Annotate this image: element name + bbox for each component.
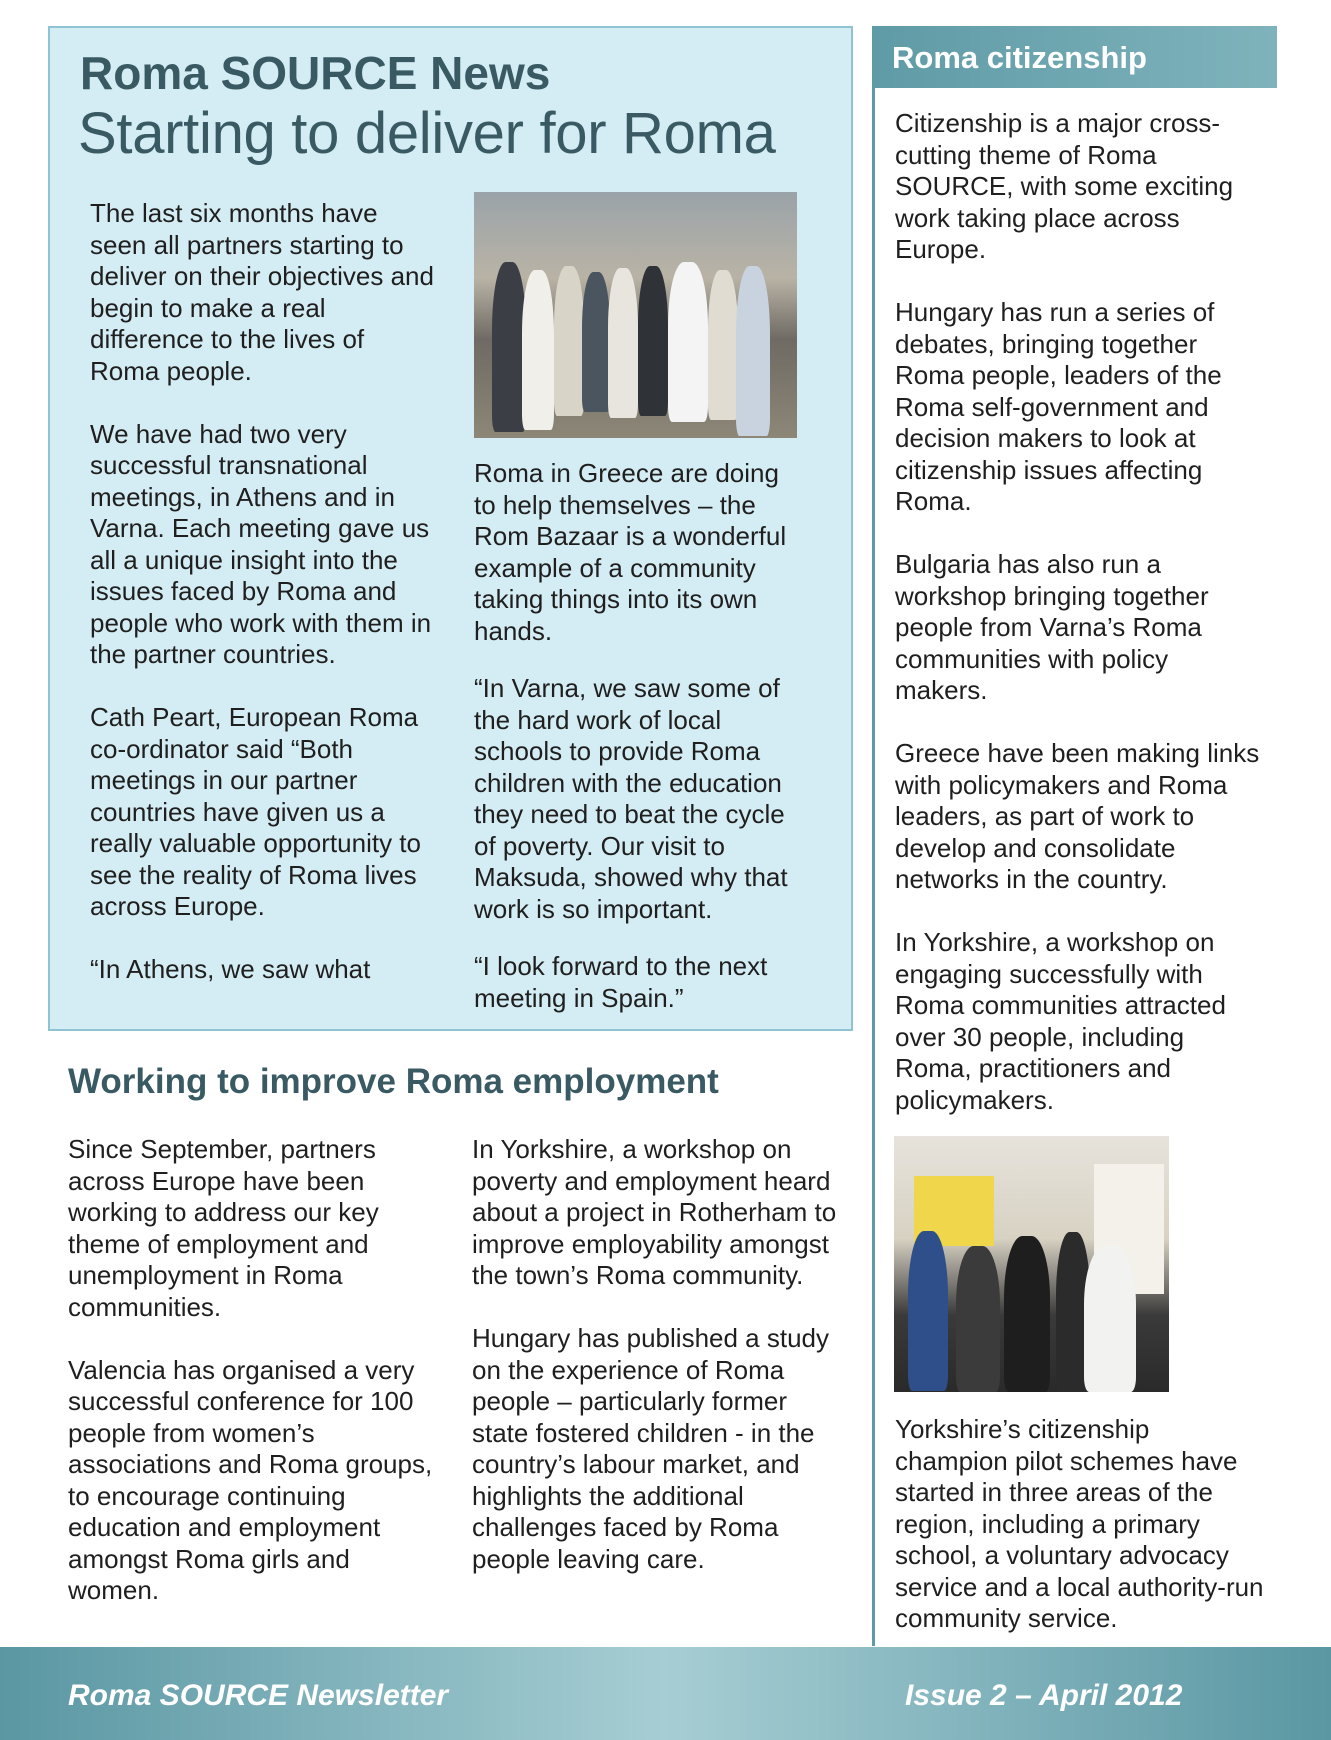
employment-paragraph: In Yorkshire, a workshop on poverty and employment heard about a project in Rotherham to improve employability amongst the town’s Roma community.: [472, 1134, 837, 1290]
sidebar-paragraph: Citizenship is a major cross-cutting theme of Roma SOURCE, with some exciting work taking place across Europe.: [895, 108, 1234, 264]
news-subtitle: Starting to deliver for Roma: [78, 101, 776, 166]
employment-paragraph: Valencia has organised a very successful conference for 100 people from women’s associations and Roma groups, to encourage continuing education and employment amongst Roma girls and women.: [68, 1354, 433, 1605]
news-paragraph: “In Athens, we saw what: [90, 954, 371, 984]
sidebar-heading: Roma citizenship: [874, 26, 1277, 88]
issue-date: Issue 2 – April 2012: [905, 1679, 1183, 1712]
news-left-column: [90, 198, 440, 1017]
sidebar-divider: [872, 26, 875, 1646]
news-paragraph: Roma in Greece are doing to help themselves – the Rom Bazaar is a wonderful example of a community taking things into its own hands.: [474, 458, 787, 646]
employment-left-column: [68, 1134, 448, 1638]
employment-heading: Working to improve Roma employment: [68, 1062, 719, 1101]
news-box: [48, 26, 853, 1031]
sidebar-paragraph: Bulgaria has also run a workshop bringing together people from Varna’s Roma communities with policy makers.: [895, 549, 1209, 705]
news-paragraph: The last six months have seen all partners starting to deliver on their objectives and begin to make a real difference to the lives of Roma people.: [90, 198, 434, 386]
employment-paragraph: Hungary has published a study on the experience of Roma people – particularly former state fostered children - in the country’s labour market, and highlights the additional challenges faced by Roma people leaving care.: [472, 1323, 830, 1574]
sidebar-paragraph: Hungary has run a series of debates, bringing together Roma people, leaders of the Roma self-government and decision makers to look at citizenship issues affecting Roma.: [895, 297, 1222, 516]
employment-paragraph: Since September, partners across Europe have been working to address our key theme of employment and unemployment in Roma communities.: [68, 1134, 379, 1322]
news-paragraph: Cath Peart, European Roma co-ordinator said “Both meetings in our partner countries have given us a really valuable opportunity to see the reality of Roma lives across Europe.: [90, 702, 421, 921]
group-photo-yorkshire: [894, 1136, 1169, 1392]
news-paragraph: “In Varna, we saw some of the hard work of local schools to provide Roma children with the education they need to beat the cycle of poverty. Our visit to Maksuda, showed why that work is so important.: [474, 673, 788, 924]
group-photo-athens: [474, 192, 797, 438]
news-title: Roma SOURCE News: [80, 47, 551, 99]
sidebar-text: [895, 108, 1265, 1148]
news-paragraph: “I look forward to the next meeting in Spain.”: [474, 951, 768, 1013]
sidebar-paragraph: In Yorkshire, a workshop on engaging successfully with Roma communities attracted over 30 people, including Roma, practitioners and policymakers.: [895, 927, 1226, 1115]
footer-bar: [0, 1647, 1331, 1740]
news-paragraph: We have had two very successful transnational meetings, in Athens and in Varna. Each meeting gave us all a unique insight into the issues faced by Roma and people who work with them in the partner countries.: [90, 418, 432, 669]
photo-caption: Yorkshire’s citizenship champion pilot schemes have started in three areas of the region, including a primary school, a voluntary advocacy service and a local authority-run community service.: [895, 1414, 1264, 1633]
newsletter-name: Roma SOURCE Newsletter: [68, 1679, 449, 1712]
news-right-column: [474, 458, 804, 1040]
sidebar-paragraph: Greece have been making links with policymakers and Roma leaders, as part of work to develop and consolidate networks in the country.: [895, 738, 1260, 894]
employment-right-column: [472, 1134, 842, 1607]
